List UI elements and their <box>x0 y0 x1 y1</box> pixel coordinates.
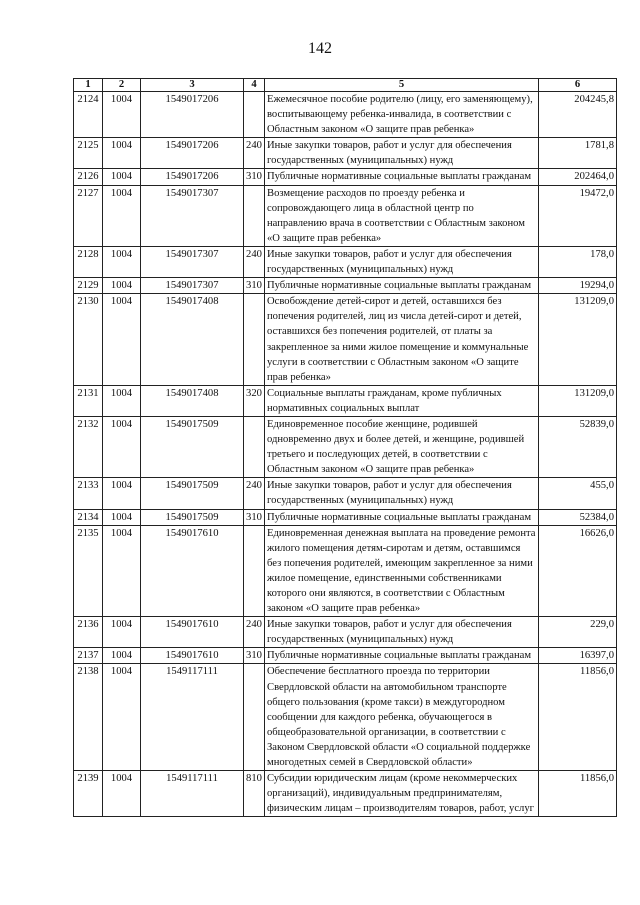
expense-type-code <box>244 185 265 246</box>
row-amount: 204245,8 <box>539 92 617 138</box>
target-article-code: 1549017206 <box>141 169 244 185</box>
table-row <box>74 509 617 525</box>
target-article-code: 1549017206 <box>141 92 244 138</box>
table-row <box>74 771 617 817</box>
header-col-3: 3 <box>141 79 244 92</box>
row-description: Единовременное пособие женщине, родившей одновременно двух и более детей, и женщине, родившей третьего и последующих детей, в соответствии с Областным законом «О защите прав ребенка» <box>265 416 539 477</box>
section-code: 1004 <box>103 138 141 169</box>
table-row <box>74 416 617 477</box>
row-number: 2133 <box>74 478 103 509</box>
table-row <box>74 664 617 771</box>
target-article-code: 1549017408 <box>141 385 244 416</box>
row-description: Публичные нормативные социальные выплаты гражданам <box>265 509 539 525</box>
row-number: 2135 <box>74 525 103 617</box>
row-number: 2137 <box>74 648 103 664</box>
target-article-code: 1549017206 <box>141 138 244 169</box>
row-number: 2132 <box>74 416 103 477</box>
header-col-5: 5 <box>265 79 539 92</box>
expense-type-code: 240 <box>244 246 265 277</box>
budget-table <box>73 78 617 817</box>
table-row <box>74 246 617 277</box>
table-row <box>74 92 617 138</box>
target-article-code: 1549017307 <box>141 278 244 294</box>
row-description: Социальные выплаты гражданам, кроме публичных нормативных социальных выплат <box>265 385 539 416</box>
expense-type-code: 310 <box>244 509 265 525</box>
section-code: 1004 <box>103 478 141 509</box>
expense-type-code <box>244 92 265 138</box>
target-article-code: 1549017610 <box>141 617 244 648</box>
row-amount: 11856,0 <box>539 771 617 817</box>
row-amount: 1781,8 <box>539 138 617 169</box>
expense-type-code <box>244 525 265 617</box>
section-code: 1004 <box>103 385 141 416</box>
target-article-code: 1549017610 <box>141 525 244 617</box>
header-col-6: 6 <box>539 79 617 92</box>
row-amount: 52384,0 <box>539 509 617 525</box>
table-row <box>74 278 617 294</box>
expense-type-code: 240 <box>244 617 265 648</box>
section-code: 1004 <box>103 617 141 648</box>
expense-type-code: 810 <box>244 771 265 817</box>
row-number: 2134 <box>74 509 103 525</box>
row-amount: 19294,0 <box>539 278 617 294</box>
section-code: 1004 <box>103 509 141 525</box>
target-article-code: 1549017509 <box>141 416 244 477</box>
target-article-code: 1549017610 <box>141 648 244 664</box>
table-row <box>74 648 617 664</box>
row-description: Иные закупки товаров, работ и услуг для обеспечения государственных (муниципальных) нужд <box>265 138 539 169</box>
row-amount: 19472,0 <box>539 185 617 246</box>
row-number: 2138 <box>74 664 103 771</box>
row-description: Возмещение расходов по проезду ребенка и сопровождающего лица в областной центр по направлению врача в соответствии с Областным законом «О защите прав ребенка» <box>265 185 539 246</box>
row-number: 2127 <box>74 185 103 246</box>
section-code: 1004 <box>103 294 141 386</box>
target-article-code: 1549017509 <box>141 509 244 525</box>
row-amount: 202464,0 <box>539 169 617 185</box>
expense-type-code: 310 <box>244 169 265 185</box>
section-code: 1004 <box>103 246 141 277</box>
row-amount: 52839,0 <box>539 416 617 477</box>
row-description: Публичные нормативные социальные выплаты гражданам <box>265 169 539 185</box>
table-row <box>74 385 617 416</box>
table-row <box>74 185 617 246</box>
header-row <box>74 79 617 92</box>
row-description: Публичные нормативные социальные выплаты гражданам <box>265 278 539 294</box>
row-description: Обеспечение бесплатного проезда по территории Свердловской области на автомобильном транспорте общего пользования (кроме такси) в междугородном сообщении для каждого ребенка, обучающегося в общеобразовательной организации, в соответствии с Законом Свердловской области «О социальной поддержке многодетных семей в Свердловской области» <box>265 664 539 771</box>
section-code: 1004 <box>103 169 141 185</box>
target-article-code: 1549117111 <box>141 664 244 771</box>
row-description: Иные закупки товаров, работ и услуг для обеспечения государственных (муниципальных) нужд <box>265 478 539 509</box>
target-article-code: 1549117111 <box>141 771 244 817</box>
section-code: 1004 <box>103 664 141 771</box>
table-row <box>74 478 617 509</box>
row-description: Иные закупки товаров, работ и услуг для обеспечения государственных (муниципальных) нужд <box>265 617 539 648</box>
row-amount: 11856,0 <box>539 664 617 771</box>
row-amount: 131209,0 <box>539 294 617 386</box>
header-col-4: 4 <box>244 79 265 92</box>
expense-type-code: 320 <box>244 385 265 416</box>
row-description: Публичные нормативные социальные выплаты гражданам <box>265 648 539 664</box>
target-article-code: 1549017509 <box>141 478 244 509</box>
row-description: Освобождение детей-сирот и детей, оставшихся без попечения родителей, лиц из числа детей-сирот и детей, оставшихся без попечения родителей, от платы за закрепленное за ними жилое помещение и коммунальные услуги в соответствии с Областным законом «О защите прав ребенка» <box>265 294 539 386</box>
section-code: 1004 <box>103 92 141 138</box>
section-code: 1004 <box>103 185 141 246</box>
page-number: 142 <box>308 40 332 57</box>
section-code: 1004 <box>103 648 141 664</box>
row-amount: 455,0 <box>539 478 617 509</box>
expense-type-code: 310 <box>244 278 265 294</box>
row-amount: 16626,0 <box>539 525 617 617</box>
row-number: 2131 <box>74 385 103 416</box>
row-amount: 229,0 <box>539 617 617 648</box>
target-article-code: 1549017307 <box>141 185 244 246</box>
expense-type-code: 240 <box>244 138 265 169</box>
row-amount: 131209,0 <box>539 385 617 416</box>
section-code: 1004 <box>103 771 141 817</box>
expense-type-code: 310 <box>244 648 265 664</box>
row-number: 2125 <box>74 138 103 169</box>
target-article-code: 1549017307 <box>141 246 244 277</box>
row-number: 2136 <box>74 617 103 648</box>
table-row <box>74 294 617 386</box>
row-description: Субсидии юридическим лицам (кроме некоммерческих организаций), индивидуальным предпринимателям, физическим лицам – производителям товаров, работ, услуг <box>265 771 539 817</box>
expense-type-code: 240 <box>244 478 265 509</box>
table-row <box>74 617 617 648</box>
row-amount: 178,0 <box>539 246 617 277</box>
table-row <box>74 525 617 617</box>
header-col-2: 2 <box>103 79 141 92</box>
row-number: 2130 <box>74 294 103 386</box>
table-row <box>74 138 617 169</box>
row-number: 2124 <box>74 92 103 138</box>
section-code: 1004 <box>103 416 141 477</box>
row-description: Ежемесячное пособие родителю (лицу, его заменяющему), воспитывающему ребенка-инвалида, в соответствии с Областным законом «О защите прав ребенка» <box>265 92 539 138</box>
expense-type-code <box>244 294 265 386</box>
row-number: 2139 <box>74 771 103 817</box>
row-number: 2129 <box>74 278 103 294</box>
row-number: 2126 <box>74 169 103 185</box>
header-col-1: 1 <box>74 79 103 92</box>
section-code: 1004 <box>103 278 141 294</box>
row-description: Единовременная денежная выплата на проведение ремонта жилого помещения детям-сиротам и детям, оставшимся без попечения родителей, имеющим закрепленное за ними жилое помещение, единственными собственниками которого они являются, в соответствии с Областным законом «О защите прав ребенка» <box>265 525 539 617</box>
target-article-code: 1549017408 <box>141 294 244 386</box>
expense-type-code <box>244 664 265 771</box>
row-number: 2128 <box>74 246 103 277</box>
section-code: 1004 <box>103 525 141 617</box>
expense-type-code <box>244 416 265 477</box>
row-amount: 16397,0 <box>539 648 617 664</box>
table-row <box>74 169 617 185</box>
row-description: Иные закупки товаров, работ и услуг для обеспечения государственных (муниципальных) нужд <box>265 246 539 277</box>
